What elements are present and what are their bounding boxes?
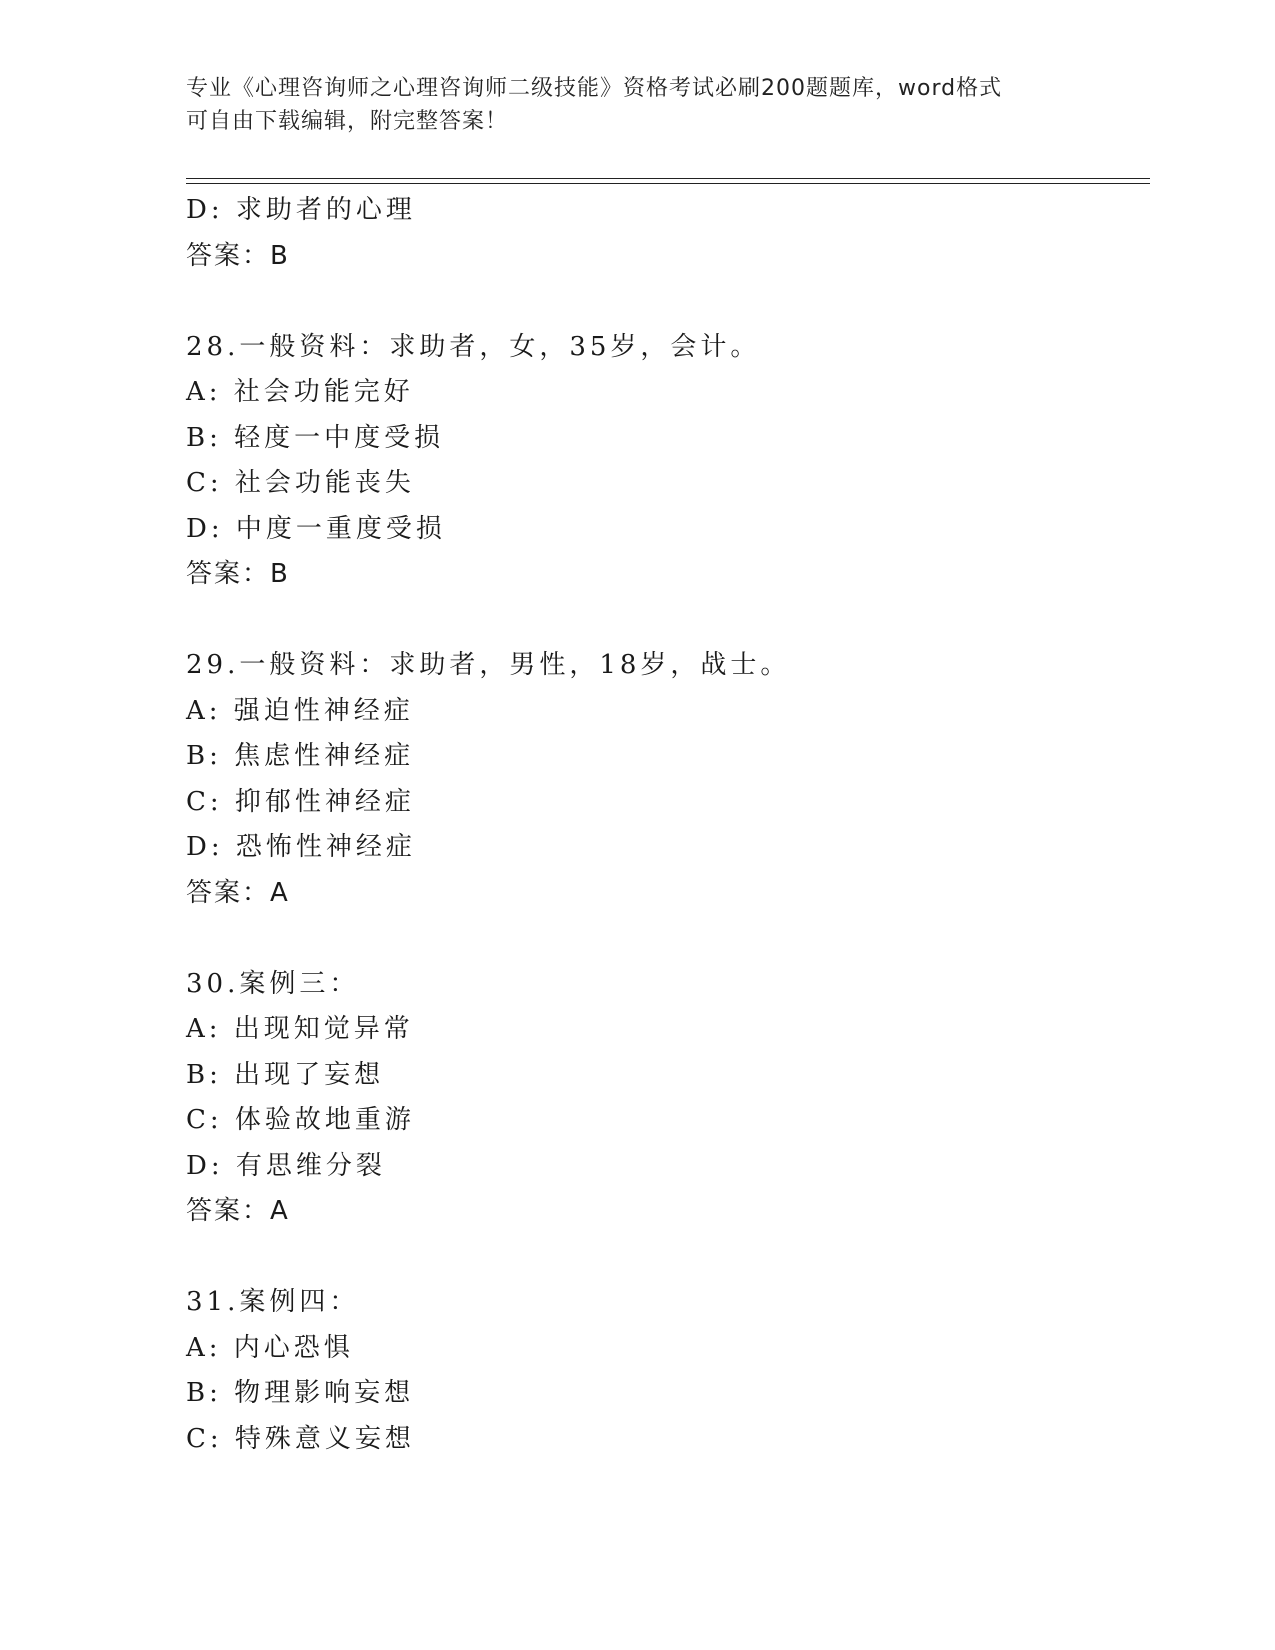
header-line-1: 专业《心理咨询师之心理咨询师二级技能》资格考试必刷200题题库，word格式 [186, 76, 1003, 101]
option-line: D: 中度一重度受损 [186, 513, 446, 544]
question-block-28 [186, 325, 1146, 598]
option-line: A: 强迫性神经症 [186, 695, 414, 726]
question-text: 28.一般资料：求助者，女，35岁，会计。 [186, 331, 761, 362]
page-header [186, 72, 1086, 138]
option-line: D: 求助者的心理 [186, 195, 416, 225]
option-line: C: 社会功能丧失 [186, 468, 415, 498]
header-rule-top [186, 178, 1150, 179]
option-line: B: 物理影响妄想 [186, 1378, 415, 1408]
question-text: 29.一般资料：求助者，男性，18岁，战士。 [186, 650, 791, 680]
header-rule-bottom [186, 183, 1150, 184]
question-text: 30.案例三： [186, 968, 360, 999]
question-list [186, 188, 1146, 1462]
option-line: A: 出现知觉异常 [186, 1014, 414, 1044]
option-line: B: 出现了妄想 [186, 1059, 385, 1090]
question-text: 31.案例四： [186, 1287, 360, 1317]
answer-line: 答案：A [186, 877, 290, 908]
answer-line: 答案：B [186, 240, 290, 271]
option-line: B: 焦虑性神经症 [186, 741, 415, 771]
option-line: B: 轻度一中度受损 [186, 422, 445, 453]
question-block-29 [186, 643, 1146, 916]
option-line: A: 内心恐惧 [186, 1332, 354, 1363]
option-line: C: 体验故地重游 [186, 1105, 415, 1135]
question-block-30 [186, 962, 1146, 1235]
option-line: C: 抑郁性神经症 [186, 786, 415, 817]
answer-line: 答案：B [186, 559, 290, 589]
header-line-2: 可自由下载编辑，附完整答案！ [186, 109, 509, 134]
option-line: C: 特殊意义妄想 [186, 1423, 415, 1454]
answer-line: 答案：A [186, 1196, 290, 1226]
option-line: D: 有思维分裂 [186, 1150, 386, 1181]
option-line: D: 恐怖性神经症 [186, 832, 416, 862]
question-block-prev [186, 188, 1146, 279]
option-line: A: 社会功能完好 [186, 377, 414, 407]
question-block-31 [186, 1280, 1146, 1462]
